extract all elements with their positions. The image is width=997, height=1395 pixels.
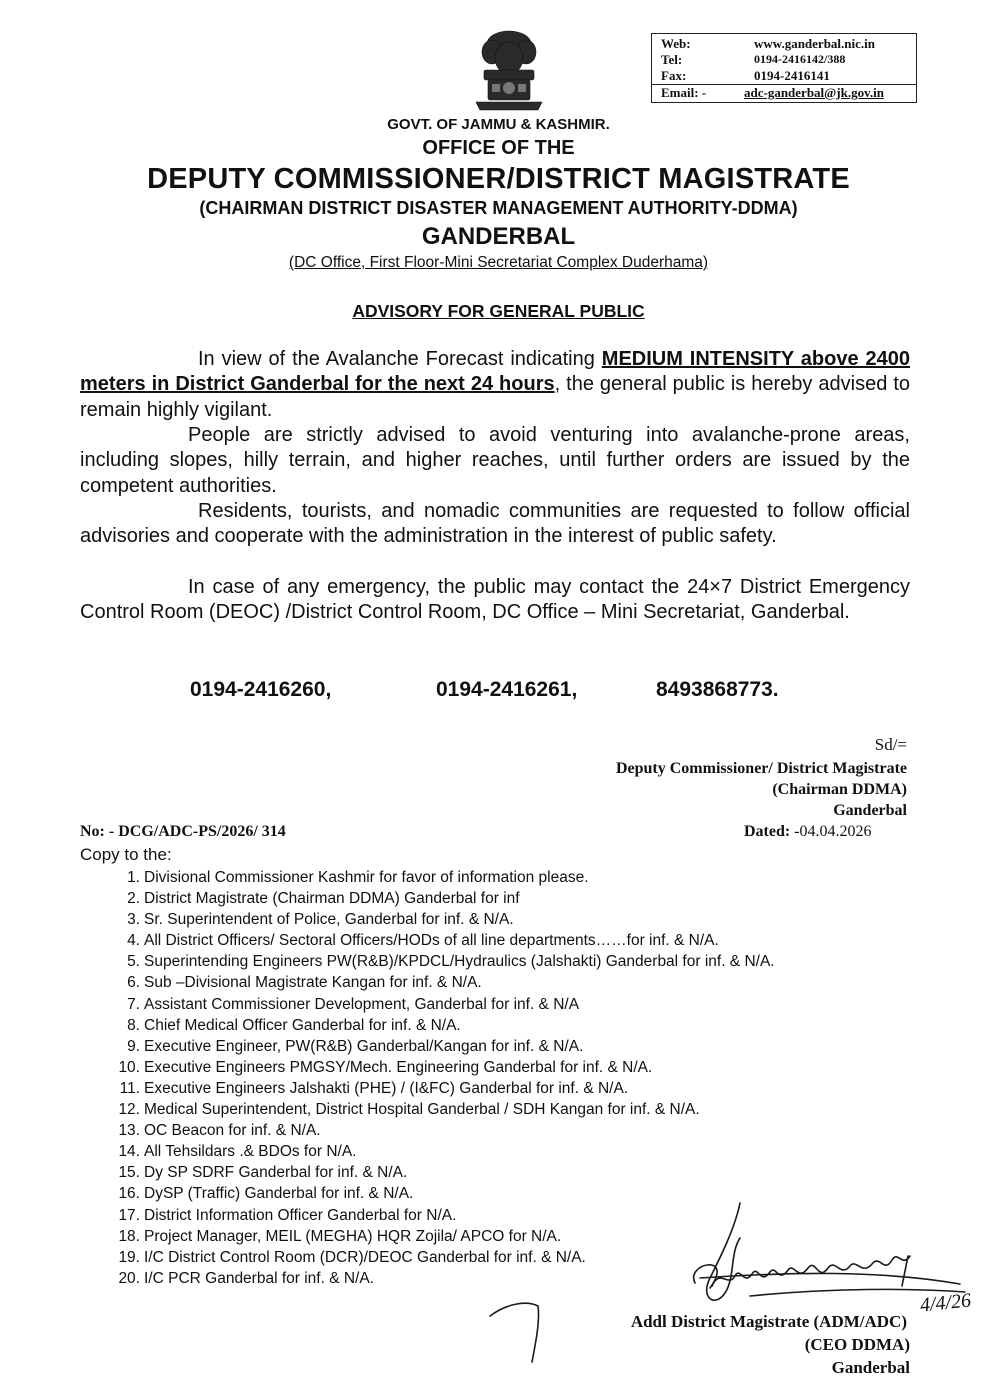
list-item-text: District Information Officer Ganderbal for N/A.	[144, 1206, 457, 1224]
p1-emphasis: MEDIUM INTENSITY above 2400 meters in District Ganderbal for the next 24 hours	[80, 348, 910, 396]
email-value: adc-ganderbal@jk.gov.in	[744, 85, 884, 100]
contact-email	[652, 84, 916, 101]
sd-mark: Sd/=	[874, 735, 907, 754]
advisory-paragraph-4	[80, 575, 910, 626]
list-item	[80, 888, 775, 909]
phone-number-1: 0194-2416260,	[190, 678, 332, 701]
reference-number	[80, 823, 286, 841]
bracket-mark-icon	[486, 1296, 546, 1366]
copy-to-heading: Copy to the:	[80, 845, 172, 864]
list-item-text: Sr. Superintendent of Police, Ganderbal for inf. & N/A.	[144, 911, 514, 929]
list-item-text: Chief Medical Officer Ganderbal for inf. & N/A.	[144, 1016, 461, 1034]
list-item	[80, 994, 775, 1015]
list-item-text: Assistant Commissioner Development, Ganderbal for inf. & N/A	[144, 995, 580, 1013]
list-item	[80, 867, 775, 888]
page-title: DEPUTY COMMISSIONER/DISTRICT MAGISTRATE	[147, 163, 850, 195]
list-item-number: 17.	[118, 1206, 140, 1224]
p2-text: People are strictly advised to avoid venturing into avalanche-prone areas, including slopes, hilly terrain, and higher reaches, until further orders are issued by the competent authorities.	[80, 424, 910, 497]
list-item-number: 20.	[118, 1269, 140, 1287]
email-label: Email: -	[661, 85, 707, 100]
state-emblem-icon	[470, 22, 548, 114]
reference-label: No: - DCG/ADC-PS/2026/	[80, 823, 262, 840]
list-item-text: Executive Engineers Jalshakti (PHE) / (I&FC) Ganderbal for inf. & N/A.	[144, 1079, 629, 1097]
list-item-text: OC Beacon for inf. & N/A.	[144, 1122, 321, 1140]
list-item-number: 19.	[118, 1248, 140, 1266]
list-item-number: 4.	[127, 932, 140, 950]
phone-number-2: 0194-2416261,	[436, 678, 578, 701]
phone-number-3: 8493868773.	[656, 678, 779, 701]
dc-chairman: (Chairman DDMA)	[772, 781, 907, 798]
p1-start: In view of the Avalanche Forecast indicating	[198, 348, 602, 370]
advisory-heading: ADVISORY FOR GENERAL PUBLIC	[352, 301, 645, 321]
contact-box	[651, 33, 917, 103]
list-item	[80, 1162, 775, 1183]
list-item-number: 12.	[118, 1101, 140, 1119]
advisory-paragraph-2	[80, 423, 910, 499]
list-item	[80, 951, 775, 972]
list-item-text: Dy SP SDRF Ganderbal for inf. & N/A.	[144, 1164, 408, 1182]
list-item-text: I/C District Control Room (DCR)/DEOC Ganderbal for inf. & N/A.	[144, 1248, 586, 1266]
p4-text: In case of any emergency, the public may contact the 24×7 District Emergency Control Room (DEOC) /District Control Room, DC Office – Mini Secretariat, Ganderbal.	[80, 576, 910, 624]
list-item-number: 7.	[127, 995, 140, 1013]
dc-district: Ganderbal	[833, 802, 907, 819]
list-item-number: 15.	[118, 1164, 140, 1182]
adm-ceo: (CEO DDMA)	[804, 1335, 910, 1354]
office-address: (DC Office, First Floor-Mini Secretariat Complex Duderhama)	[288, 254, 709, 271]
list-item-text: All Tehsildars .& BDOs for N/A.	[144, 1143, 357, 1161]
contact-fax	[661, 68, 910, 84]
list-item	[80, 972, 775, 993]
adm-designation: Addl District Magistrate (ADM/ADC)	[630, 1312, 907, 1331]
list-item-number: 11.	[119, 1079, 140, 1097]
list-item-number: 5.	[127, 953, 140, 971]
contact-web	[661, 36, 910, 52]
list-item-text: DySP (Traffic) Ganderbal for inf. & N/A.	[144, 1185, 414, 1203]
advisory-paragraph-3	[80, 499, 910, 550]
list-item-text: Divisional Commissioner Kashmir for favor of information please.	[144, 869, 589, 886]
list-item-number: 8.	[127, 1016, 140, 1034]
list-item-text: District Magistrate (Chairman DDMA) Ganderbal for inf	[144, 890, 520, 908]
list-item-number: 2.	[127, 890, 140, 908]
web-value: www.ganderbal.nic.in	[754, 36, 875, 51]
list-item	[80, 930, 775, 951]
list-item	[80, 1099, 775, 1120]
list-item	[80, 1015, 775, 1036]
list-item-number: 6.	[127, 974, 140, 992]
tel-value: 0194-2416142/388	[754, 52, 846, 66]
list-item	[80, 1141, 775, 1162]
fax-label: Fax:	[661, 68, 687, 83]
p1-end: , the general public is hereby advised to remain highly vigilant.	[80, 373, 910, 421]
list-item-text: Sub –Divisional Magistrate Kangan for inf. & N/A.	[144, 974, 482, 992]
list-item	[80, 1036, 775, 1057]
list-item-number: 9.	[127, 1037, 140, 1055]
list-item-number: 10.	[118, 1058, 140, 1076]
list-item-number: 1.	[127, 869, 140, 886]
list-item-text: Project Manager, MEIL (MEGHA) HQR Zojila/ APCO for N/A.	[144, 1227, 562, 1245]
fax-value: 0194-2416141	[754, 68, 830, 83]
advisory-paragraph-1	[80, 347, 910, 423]
authority-line: (CHAIRMAN DISTRICT DISASTER MANAGEMENT AUTHORITY-DDMA)	[199, 198, 798, 218]
list-item-text: Executive Engineers PMGSY/Mech. Engineering Ganderbal for inf. & N/A.	[144, 1058, 653, 1076]
list-item-text: All District Officers/ Sectoral Officers/HODs of all line departments……for inf. & N/A.	[144, 932, 719, 950]
list-item-number: 16.	[118, 1185, 140, 1203]
list-item-text: I/C PCR Ganderbal for inf. & N/A.	[144, 1269, 375, 1287]
list-item-number: 18.	[118, 1227, 140, 1245]
date-value: -04.04.2026	[790, 823, 872, 840]
office-of-line: OFFICE OF THE	[422, 137, 575, 159]
reference-date	[744, 823, 872, 841]
contact-tel	[661, 52, 910, 68]
list-item	[80, 909, 775, 930]
list-item	[80, 1078, 775, 1099]
govt-line: GOVT. OF JAMMU & KASHMIR.	[387, 116, 610, 133]
list-item	[80, 1120, 775, 1141]
dc-designation: Deputy Commissioner/ District Magistrate	[615, 760, 907, 777]
reference-value: 314	[261, 823, 286, 840]
list-item-number: 13.	[118, 1122, 140, 1140]
date-label: Dated:	[744, 823, 791, 840]
list-item	[80, 1057, 775, 1078]
list-item-text: Medical Superintendent, District Hospital Ganderbal / SDH Kangan for inf. & N/A.	[144, 1101, 700, 1119]
p3-text: Residents, tourists, and nomadic communities are requested to follow official advisories and cooperate with the administration in the interest of public safety.	[80, 500, 910, 548]
list-item-number: 3.	[127, 911, 140, 929]
adm-district: Ganderbal	[831, 1358, 910, 1377]
handwritten-date: 4/4/26	[918, 1289, 973, 1317]
tel-label: Tel:	[661, 52, 683, 67]
district-name: GANDERBAL	[421, 223, 576, 250]
list-item-number: 14.	[118, 1143, 140, 1161]
web-label: Web:	[661, 36, 691, 51]
list-item-text: Superintending Engineers PW(R&B)/KPDCL/Hydraulics (Jalshakti) Ganderbal for inf. & N/A.	[144, 953, 775, 971]
list-item-text: Executive Engineer, PW(R&B) Ganderbal/Kangan for inf. & N/A.	[144, 1037, 584, 1055]
